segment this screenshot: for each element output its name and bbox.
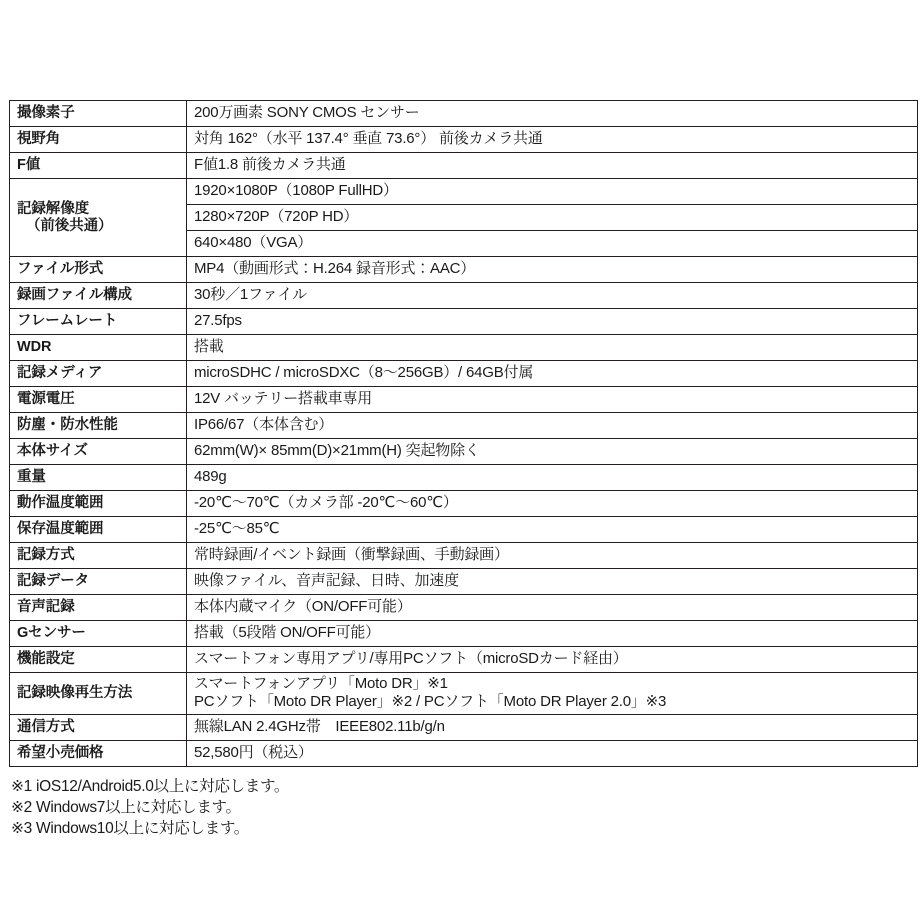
table-row xyxy=(10,439,918,465)
spec-label-wdr: WDR xyxy=(10,335,187,361)
table-row xyxy=(10,465,918,491)
spec-label-recording-method: 記録方式 xyxy=(10,543,187,569)
spec-label-f-number: F値 xyxy=(10,153,187,179)
spec-value-retail-price: 52,580円（税込） xyxy=(187,740,918,766)
table-row xyxy=(10,127,918,153)
table-row xyxy=(10,153,918,179)
table-row xyxy=(10,543,918,569)
table-row xyxy=(10,673,918,715)
table-row xyxy=(10,413,918,439)
spec-label-recording-resolution-line2: （前後共通） xyxy=(26,217,113,234)
spec-value-function-settings: スマートフォン専用アプリ/専用PCソフト（microSDカード経由） xyxy=(187,647,918,673)
spec-value-dust-water-resistance: IP66/67（本体含む） xyxy=(187,413,918,439)
spec-value-wdr: 搭載 xyxy=(187,335,918,361)
table-row xyxy=(10,387,918,413)
spec-value-storage-temperature: -25℃〜85℃ xyxy=(187,517,918,543)
spec-value-field-of-view: 対角 162°（水平 137.4° 垂直 73.6°） 前後カメラ共通 xyxy=(187,127,918,153)
table-row xyxy=(10,569,918,595)
spec-value-playback-method xyxy=(187,673,918,715)
spec-label-retail-price: 希望小売価格 xyxy=(10,740,187,766)
spec-label-file-structure: 録画ファイル構成 xyxy=(10,283,187,309)
spec-label-frame-rate: フレームレート xyxy=(10,309,187,335)
spec-value-recording-method: 常時録画/イベント録画（衝撃録画、手動録画） xyxy=(187,543,918,569)
spec-value-g-sensor: 搭載（5段階 ON/OFF可能） xyxy=(187,621,918,647)
spec-value-resolution-720p: 1280×720P（720P HD） xyxy=(187,205,918,231)
spec-value-playback-method-line1: スマートフォンアプリ「Moto DR」※1 xyxy=(194,675,448,692)
footnote-1: ※1 iOS12/Android5.0以上に対応します。 xyxy=(11,777,290,795)
spec-label-recorded-data: 記録データ xyxy=(10,569,187,595)
spec-value-recorded-data: 映像ファイル、音声記録、日時、加速度 xyxy=(187,569,918,595)
spec-label-communication-method: 通信方式 xyxy=(10,714,187,740)
spec-label-audio-recording: 音声記録 xyxy=(10,595,187,621)
table-row xyxy=(10,621,918,647)
spec-value-imaging-sensor: 200万画素 SONY CMOS センサー xyxy=(187,101,918,127)
spec-label-recording-resolution-line1: 記録解像度 xyxy=(17,201,89,218)
spec-label-storage-temperature: 保存温度範囲 xyxy=(10,517,187,543)
spec-value-frame-rate: 27.5fps xyxy=(187,309,918,335)
table-row xyxy=(10,101,918,127)
spec-label-playback-method: 記録映像再生方法 xyxy=(10,673,187,715)
specification-table xyxy=(9,100,918,767)
spec-value-weight: 489g xyxy=(187,465,918,491)
spec-value-recording-media: microSDHC / microSDXC（8〜256GB）/ 64GB付属 xyxy=(187,361,918,387)
spec-value-resolution-vga: 640×480（VGA） xyxy=(187,231,918,257)
footnote-3: ※3 Windows10以上に対応します。 xyxy=(11,820,249,838)
spec-value-audio-recording: 本体内蔵マイク（ON/OFF可能） xyxy=(187,595,918,621)
table-row xyxy=(10,647,918,673)
spec-value-power-voltage: 12V バッテリー搭載車専用 xyxy=(187,387,918,413)
table-row xyxy=(10,491,918,517)
table-row xyxy=(10,361,918,387)
table-row xyxy=(10,309,918,335)
spec-label-power-voltage: 電源電圧 xyxy=(10,387,187,413)
spec-label-operating-temperature: 動作温度範囲 xyxy=(10,491,187,517)
spec-value-file-format: MP4（動画形式：H.264 録音形式：AAC） xyxy=(187,257,918,283)
spec-label-weight: 重量 xyxy=(10,465,187,491)
spec-value-body-size: 62mm(W)× 85mm(D)×21mm(H) 突起物除く xyxy=(187,439,918,465)
table-row xyxy=(10,335,918,361)
table-row xyxy=(10,179,918,205)
spec-label-recording-resolution xyxy=(10,179,187,257)
footnote-2: ※2 Windows7以上に対応します。 xyxy=(11,798,241,816)
table-row xyxy=(10,517,918,543)
footnotes xyxy=(9,776,917,840)
spec-value-resolution-1080p: 1920×1080P（1080P FullHD） xyxy=(187,179,918,205)
spec-value-f-number: F値1.8 前後カメラ共通 xyxy=(187,153,918,179)
spec-label-recording-media: 記録メディア xyxy=(10,361,187,387)
spec-label-file-format: ファイル形式 xyxy=(10,257,187,283)
spec-value-operating-temperature: -20℃〜70℃（カメラ部 -20℃〜60℃） xyxy=(187,491,918,517)
spec-value-playback-method-line2: PCソフト「Moto DR Player」※2 / PCソフト「Moto DR Player 2.0」※3 xyxy=(194,693,667,711)
spec-label-imaging-sensor: 撮像素子 xyxy=(10,101,187,127)
specification-table-body xyxy=(10,101,918,767)
table-row xyxy=(10,283,918,309)
table-row xyxy=(10,595,918,621)
spec-label-dust-water-resistance: 防塵・防水性能 xyxy=(10,413,187,439)
spec-label-function-settings: 機能設定 xyxy=(10,647,187,673)
spec-label-field-of-view: 視野角 xyxy=(10,127,187,153)
table-row xyxy=(10,714,918,740)
table-row xyxy=(10,257,918,283)
spec-label-g-sensor: Gセンサー xyxy=(10,621,187,647)
table-row xyxy=(10,740,918,766)
spec-value-file-structure: 30秒／1ファイル xyxy=(187,283,918,309)
spec-value-communication-method: 無線LAN 2.4GHz帯 IEEE802.11b/g/n xyxy=(187,714,918,740)
spec-label-body-size: 本体サイズ xyxy=(10,439,187,465)
